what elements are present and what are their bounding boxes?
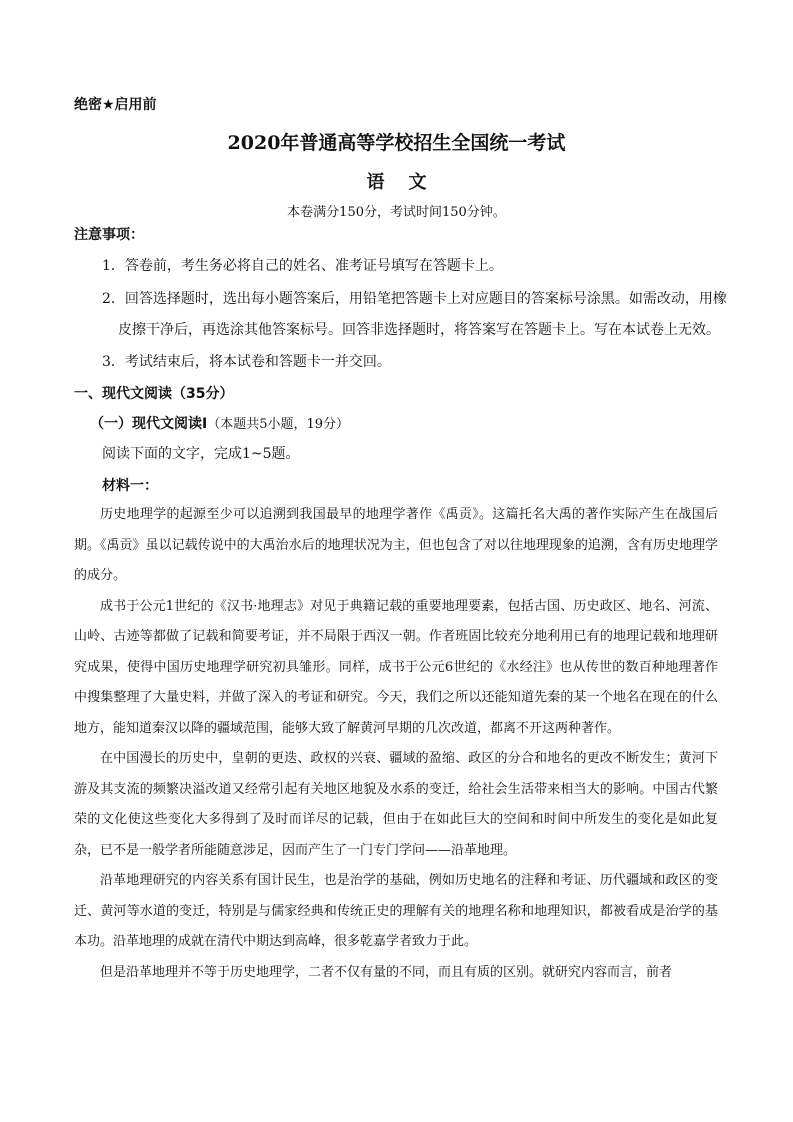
exam-meta: 本卷满分150分，考试时间150分钟。 xyxy=(287,205,506,220)
notice-item: 1．答卷前，考生务必将自己的姓名、准考证号填写在答题卡上。 xyxy=(102,258,503,274)
notice-item: 2．回答选择题时，选出每小题答案后，用铅笔把答题卡上对应题目的答案标号涂黑。如需改动，用橡 xyxy=(102,291,727,307)
passage-paragraph: 成书于公元1世纪的《汉书·地理志》对见于典籍记载的重要地理要素，包括古国、历史政区、地名、河流、山岭、古迹等都做了记载和简要考证，并不局限于西汉一朝。作者班固比较充分地利用已有的地理记载和地理研究成果，使得中国历史地理学研究初具雏形。同样，成书于公元6世纪的《水经注》也从传世的数百种地理著作中搜集整理了大量史料，并做了深入的考证和研究。今天，我们之所以还能知道先秦的某一个地名在现在的什么地方，能知道秦汉以降的疆域范围，能够大致了解黄河早期的几次改道，都离不开这两种著作。 xyxy=(74,598,718,736)
passage-paragraph: 历史地理学的起源至少可以追溯到我国最早的地理学著作《禹贡》。这篇托名大禹的著作实际产生在战国后期。《禹贡》虽以记载传说中的大禹治水后的地理状况为主，但也包含了对以往地理现象的追溯，含有历史地理学的成分。 xyxy=(74,507,718,583)
exam-title: 2020年普通高等学校招生全国统一考试 xyxy=(227,132,566,154)
secret-label: 绝密★启用前 xyxy=(74,97,157,113)
notice-heading: 注意事项： xyxy=(74,227,144,243)
passage-body xyxy=(74,500,718,988)
reading-instruction: 阅读下面的文字，完成1~5题。 xyxy=(102,446,300,462)
material-label: 材料一： xyxy=(102,478,158,494)
passage-paragraph: 但是沿革地理并不等于历史地理学，二者不仅有量的不同，而且有质的区别。就研究内容而言，前者 xyxy=(100,964,673,980)
subsection-title: （一）现代文阅读Ⅰ xyxy=(90,416,208,432)
subject-title: 语文 xyxy=(366,172,451,193)
section-heading: 一、现代文阅读（35分） xyxy=(74,386,234,402)
passage-paragraph: 沿革地理研究的内容关系有国计民生，也是治学的基础，例如历史地名的注释和考证、历代疆域和政区的变迁、黄河等水道的变迁，特别是与儒家经典和传统正史的理解有关的地理名称和地理知识，都被看成是治学的基本功。沿革地理的成就在清代中期达到高峰，很多乾嘉学者致力于此。 xyxy=(74,873,718,949)
notice-item: 3．考试结束后，将本试卷和答题卡一并交回。 xyxy=(102,354,391,370)
notice-item: 皮擦干净后，再选涂其他答案标号。回答非选择题时，将答案写在答题卡上。写在本试卷上无效。 xyxy=(118,322,720,338)
subsection-heading xyxy=(90,413,349,433)
subsection-note: （本题共5小题，19分） xyxy=(207,417,350,432)
passage-paragraph: 在中国漫长的历史中，皇朝的更迭、政权的兴衰、疆域的盈缩、政区的分合和地名的更改不断发生；黄河下游及其支流的频繁决溢改道又经常引起有关地区地貌及水系的变迁，给社会生活带来相当大的影响。中国古代繁荣的文化使这些变化大多得到了及时而详尽的记载，但由于在如此巨大的空间和时间中所发生的变化是如此复杂，已不是一般学者所能随意涉足，因而产生了一门专门学问——沿革地理。 xyxy=(74,751,718,858)
